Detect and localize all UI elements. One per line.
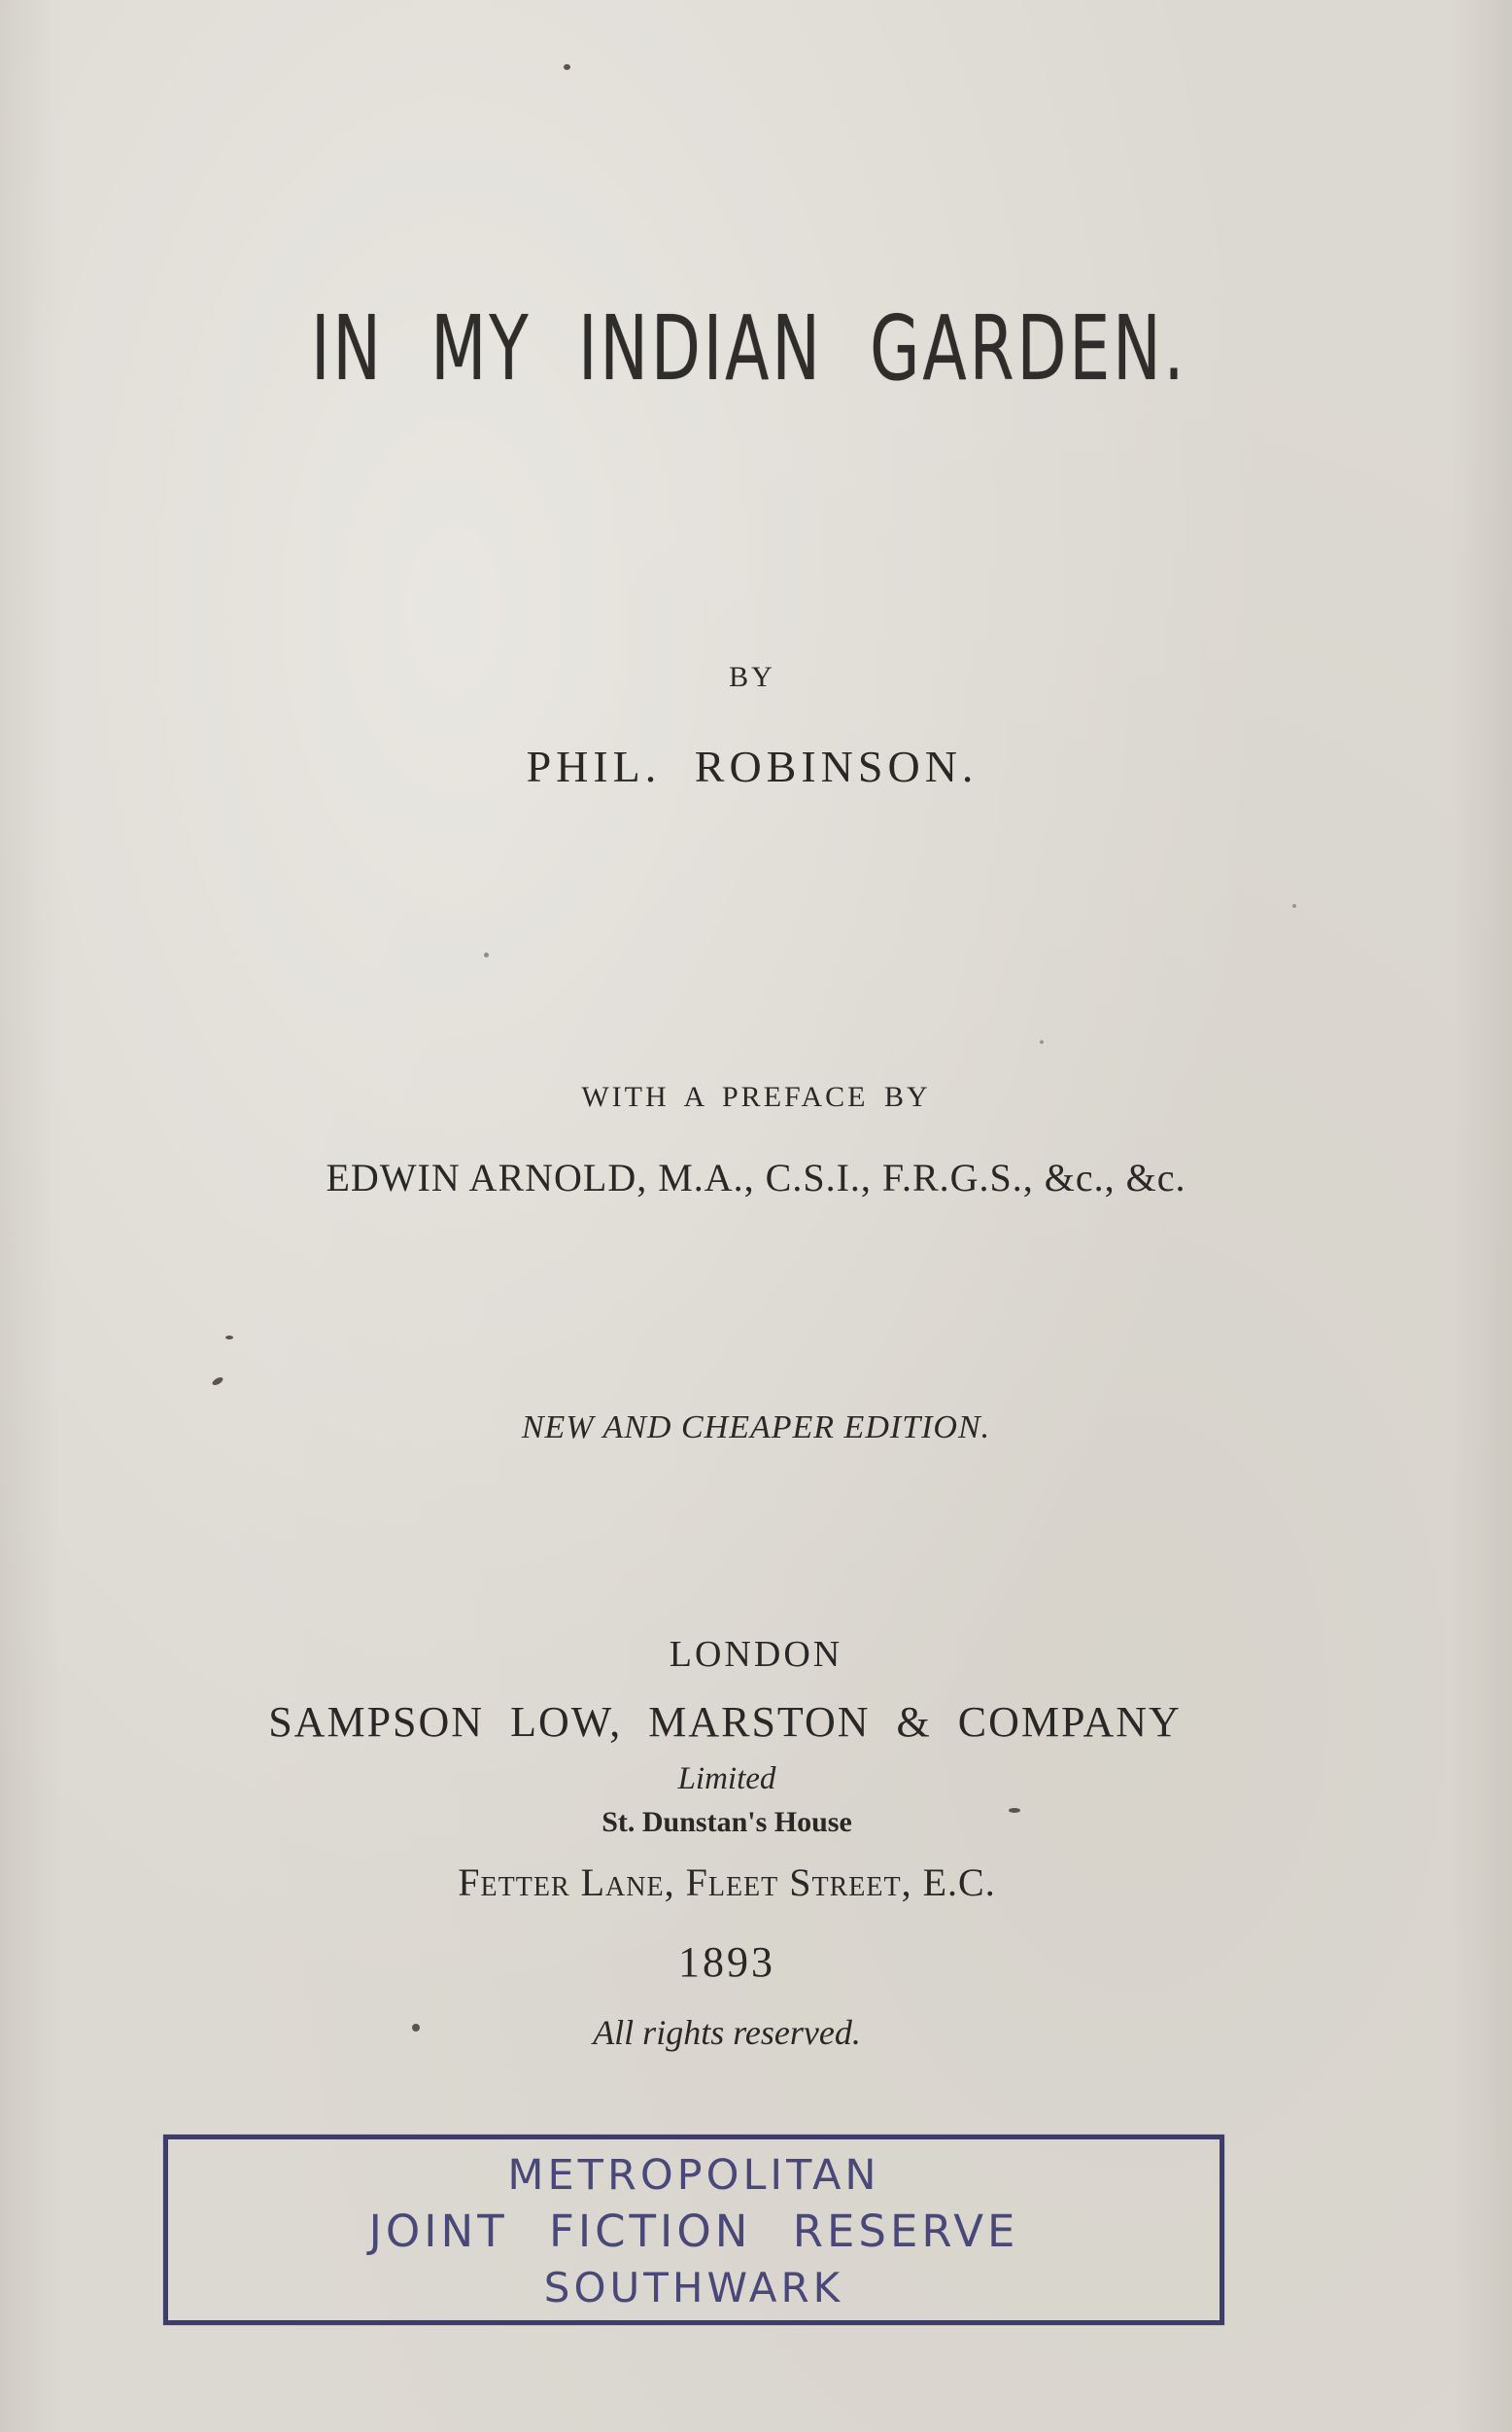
publisher-name: SAMPSON LOW, MARSTON & COMPANY [268,1698,1182,1746]
stamp-line-3: SOUTHWARK [543,2264,844,2311]
paper-speck [1292,904,1296,908]
book-title: IN MY INDIAN GARDEN. [310,296,1187,400]
stamp-line-2: JOINT FICTION RESERVE [368,2206,1019,2257]
rights-notice: All rights reserved. [593,2013,861,2052]
preface-intro: WITH A PREFACE BY [581,1081,931,1113]
publisher-limited: Limited [677,1761,776,1796]
edition-note: NEW AND CHEAPER EDITION. [521,1409,991,1445]
paper-speck [225,1336,233,1339]
paper-speck [412,2024,420,2032]
paper-speck [564,64,570,70]
stamp-line-1: METROPOLITAN [507,2151,880,2200]
paper-speck [1040,1040,1044,1044]
publisher-house: St. Dunstan's House [601,1806,852,1838]
paper-speck [1009,1808,1020,1813]
author-name: PHIL. ROBINSON. [526,742,979,791]
library-stamp [163,2135,1224,2325]
preface-author: EDWIN ARNOLD, M.A., C.S.I., F.R.G.S., &c., &c. [326,1156,1186,1199]
publication-year: 1893 [678,1938,775,1986]
publisher-address: Fetter Lane, Fleet Street, E.C. [458,1860,996,1904]
by-line: BY [729,661,775,693]
paper-speck [211,1375,223,1386]
imprint-city: LONDON [669,1634,843,1675]
paper-speck [484,953,489,957]
